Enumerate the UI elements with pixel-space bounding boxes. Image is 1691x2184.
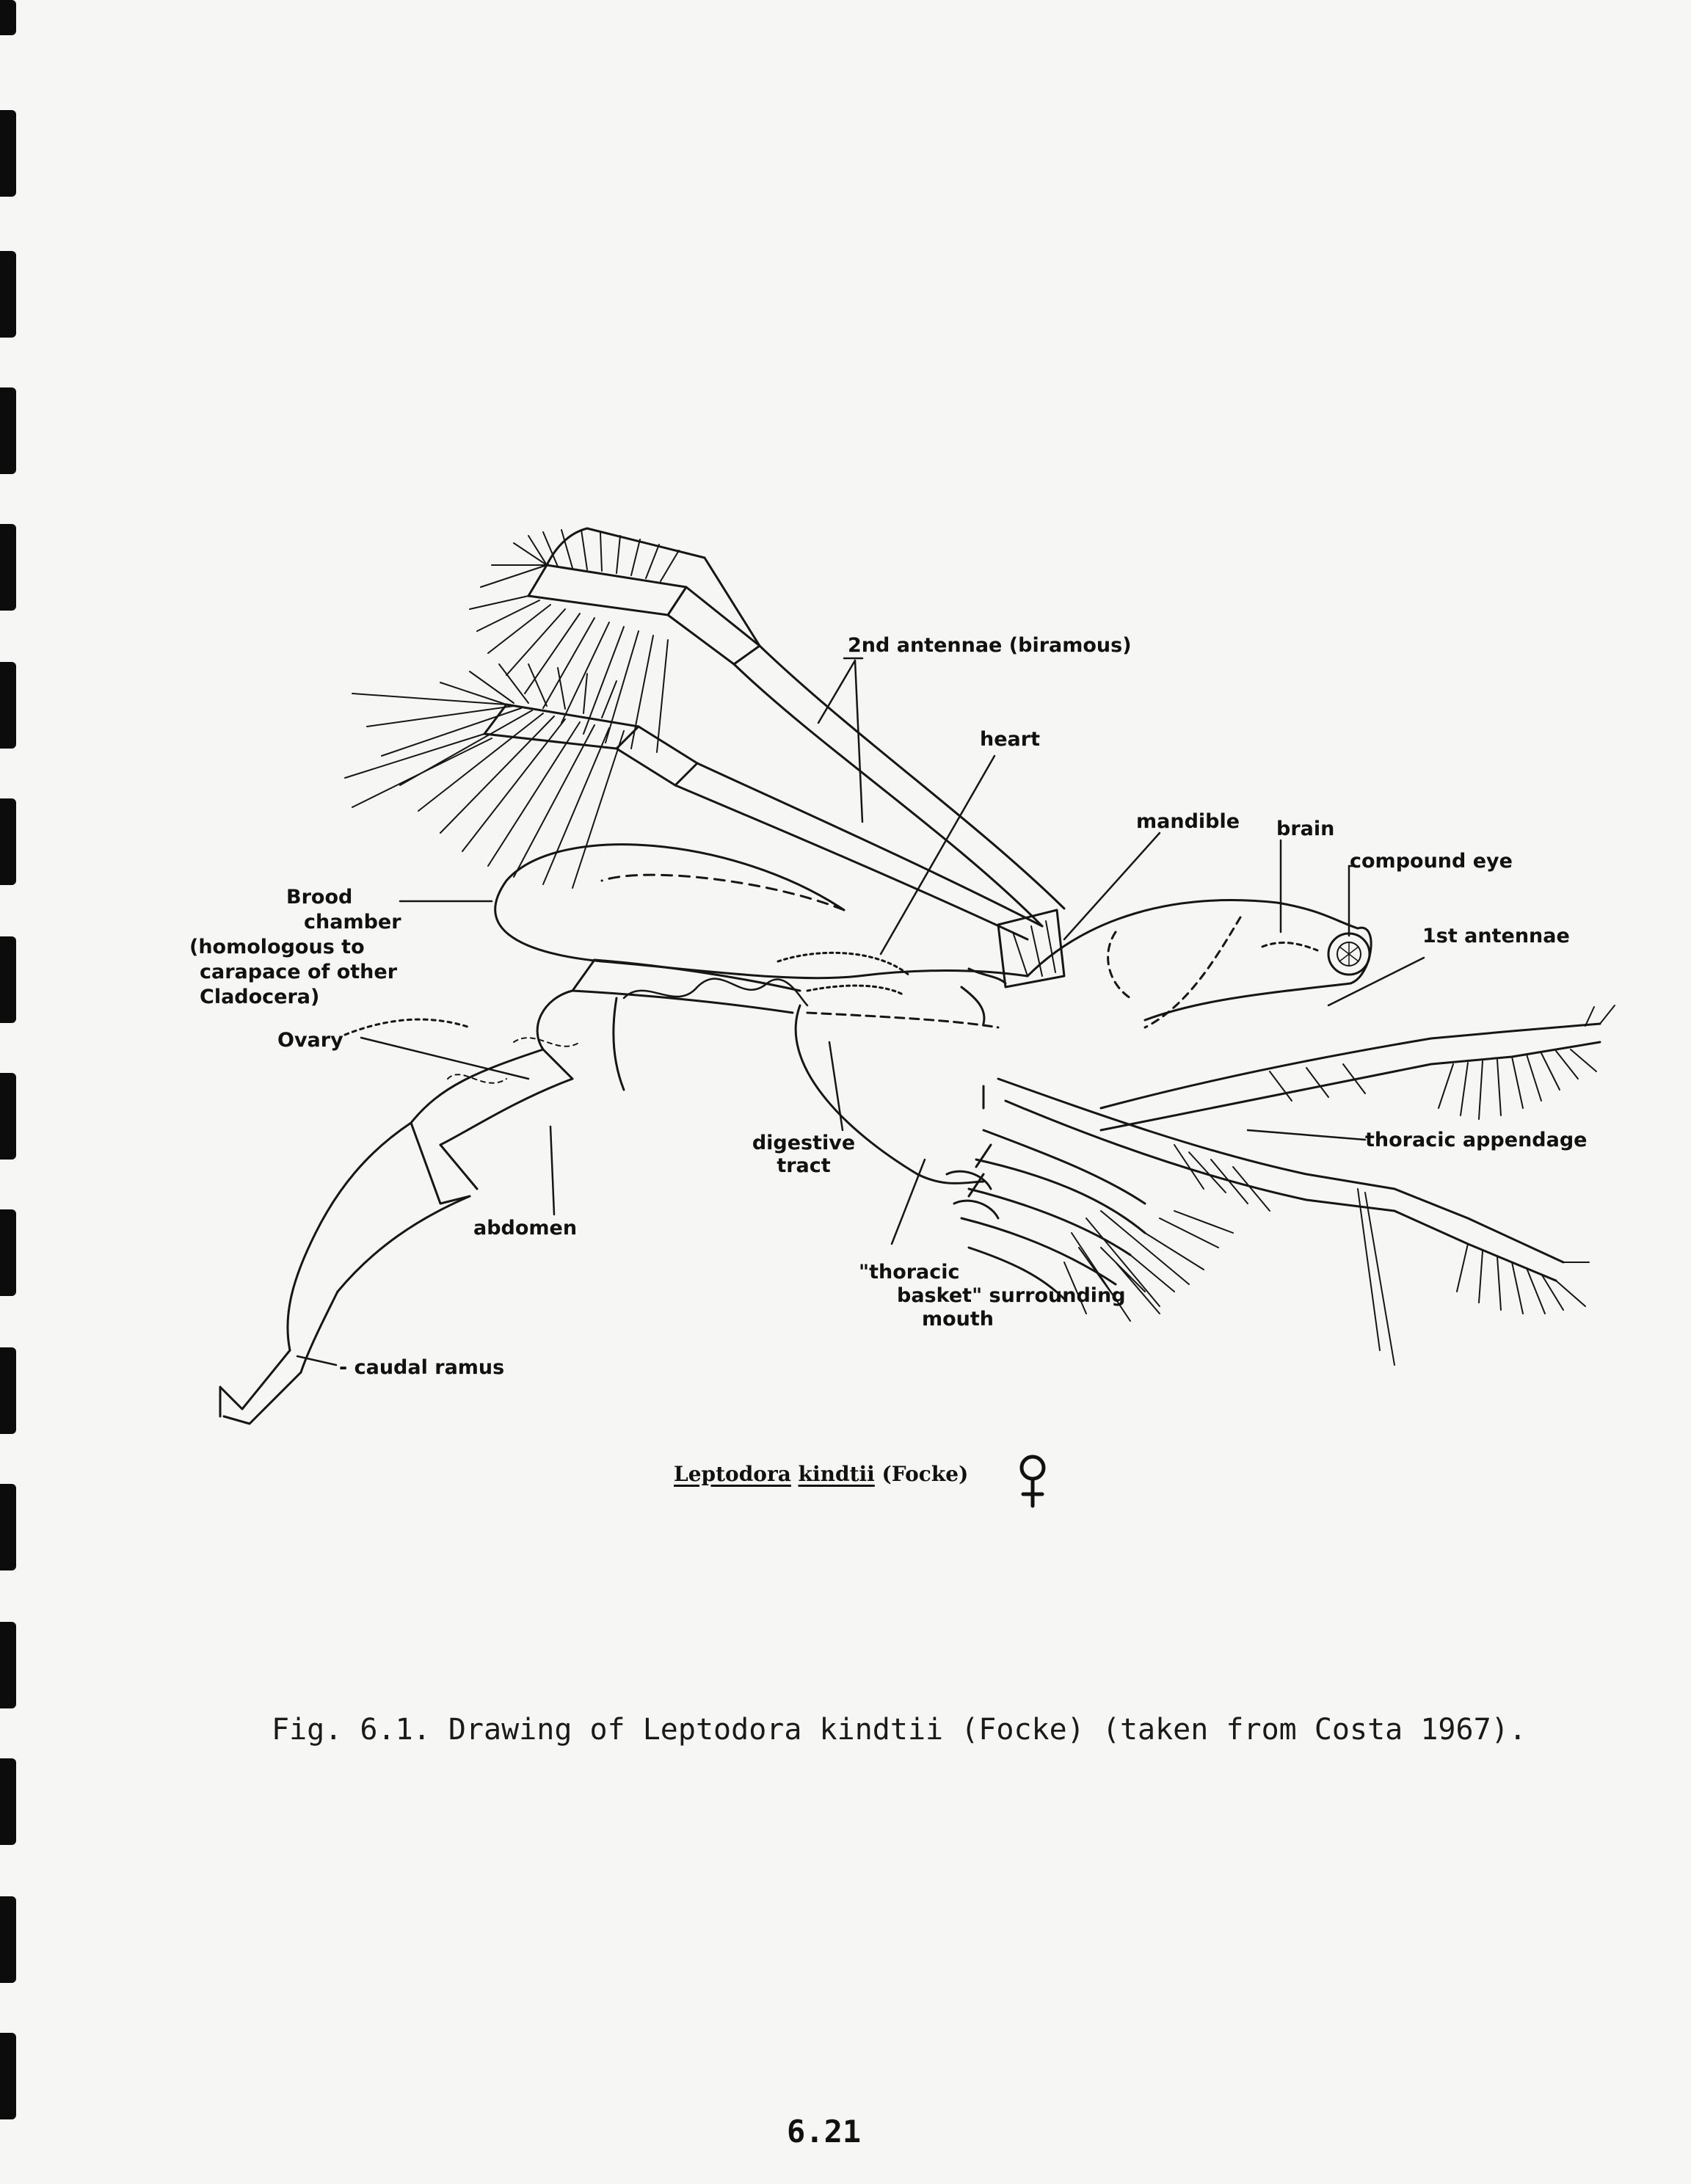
female-symbol-icon xyxy=(1014,1453,1051,1512)
label-caudal-ramus-text: caudal ramus xyxy=(354,1356,505,1379)
label-mandible: mandible xyxy=(1136,810,1240,833)
leader-lines xyxy=(297,658,1424,1365)
label-digestive-tract-line: tract xyxy=(777,1154,831,1177)
label-second-antennae: 2nd antennae (biramous) xyxy=(848,634,1132,657)
label-digestive-tract-line: digestive xyxy=(752,1132,856,1154)
leader-thoracic-appendage xyxy=(1248,1130,1365,1140)
label-thoracic-appendage: thoracic appendage xyxy=(1365,1129,1588,1151)
label-heart: heart xyxy=(980,728,1040,751)
page-number: 6.21 xyxy=(787,2114,862,2150)
leader-digestive-tract xyxy=(829,1042,843,1130)
brood-chamber-shape xyxy=(495,845,859,978)
figure-caption: Fig. 6.1. Drawing of Leptodora kindtii (Focke) (taken from Costa 1967). xyxy=(272,1713,1527,1747)
leader-abdomen xyxy=(550,1126,554,1215)
label-thoracic-basket-line: mouth xyxy=(922,1308,994,1331)
label-brood-chamber-line: carapace of other xyxy=(200,961,398,983)
label-brood-chamber-line: Cladocera) xyxy=(200,986,320,1008)
label-first-antennae: 1st antennae xyxy=(1422,925,1570,947)
head xyxy=(1028,900,1371,1027)
label-caudal-ramus xyxy=(339,1356,504,1379)
species-author: (Focke) xyxy=(881,1462,969,1486)
leader-thoracic-basket xyxy=(892,1160,925,1244)
leader-first-antennae xyxy=(1328,958,1424,1005)
label-brood-chamber xyxy=(189,885,401,1010)
label-thoracic-basket-line: "thoracic xyxy=(859,1261,960,1284)
second-antenna-setae-upper xyxy=(470,530,679,752)
label-digestive-tract xyxy=(741,1132,866,1177)
label-thoracic-basket xyxy=(859,1261,1126,1331)
label-brood-chamber-line: (homologous to xyxy=(189,936,365,958)
thoracic-appendages xyxy=(947,1024,1600,1299)
label-compound-eye: compound eye xyxy=(1350,850,1513,873)
species-genus: Leptodora xyxy=(674,1462,791,1486)
leader-second-antennae-b xyxy=(855,660,862,822)
ovary-shape xyxy=(624,979,807,1005)
label-thoracic-basket-line: basket" surrounding xyxy=(897,1284,1126,1307)
leader-mandible xyxy=(1064,833,1160,939)
leader-ovary xyxy=(361,1038,528,1079)
label-brood-chamber-line: Brood xyxy=(286,886,353,909)
label-abdomen: abdomen xyxy=(473,1217,578,1240)
species-epithet: kindtii xyxy=(798,1462,875,1486)
label-brain: brain xyxy=(1276,818,1335,840)
species-title xyxy=(674,1462,968,1486)
label-ovary: Ovary xyxy=(277,1029,343,1052)
thoracic-appendage-setae xyxy=(1064,1005,1615,1365)
label-brood-chamber-line: chamber xyxy=(304,911,401,933)
second-antenna-setae-lower xyxy=(345,664,624,888)
second-antenna-upper-ramus xyxy=(528,528,1064,926)
caudal-ramus-tick: - xyxy=(339,1356,354,1379)
